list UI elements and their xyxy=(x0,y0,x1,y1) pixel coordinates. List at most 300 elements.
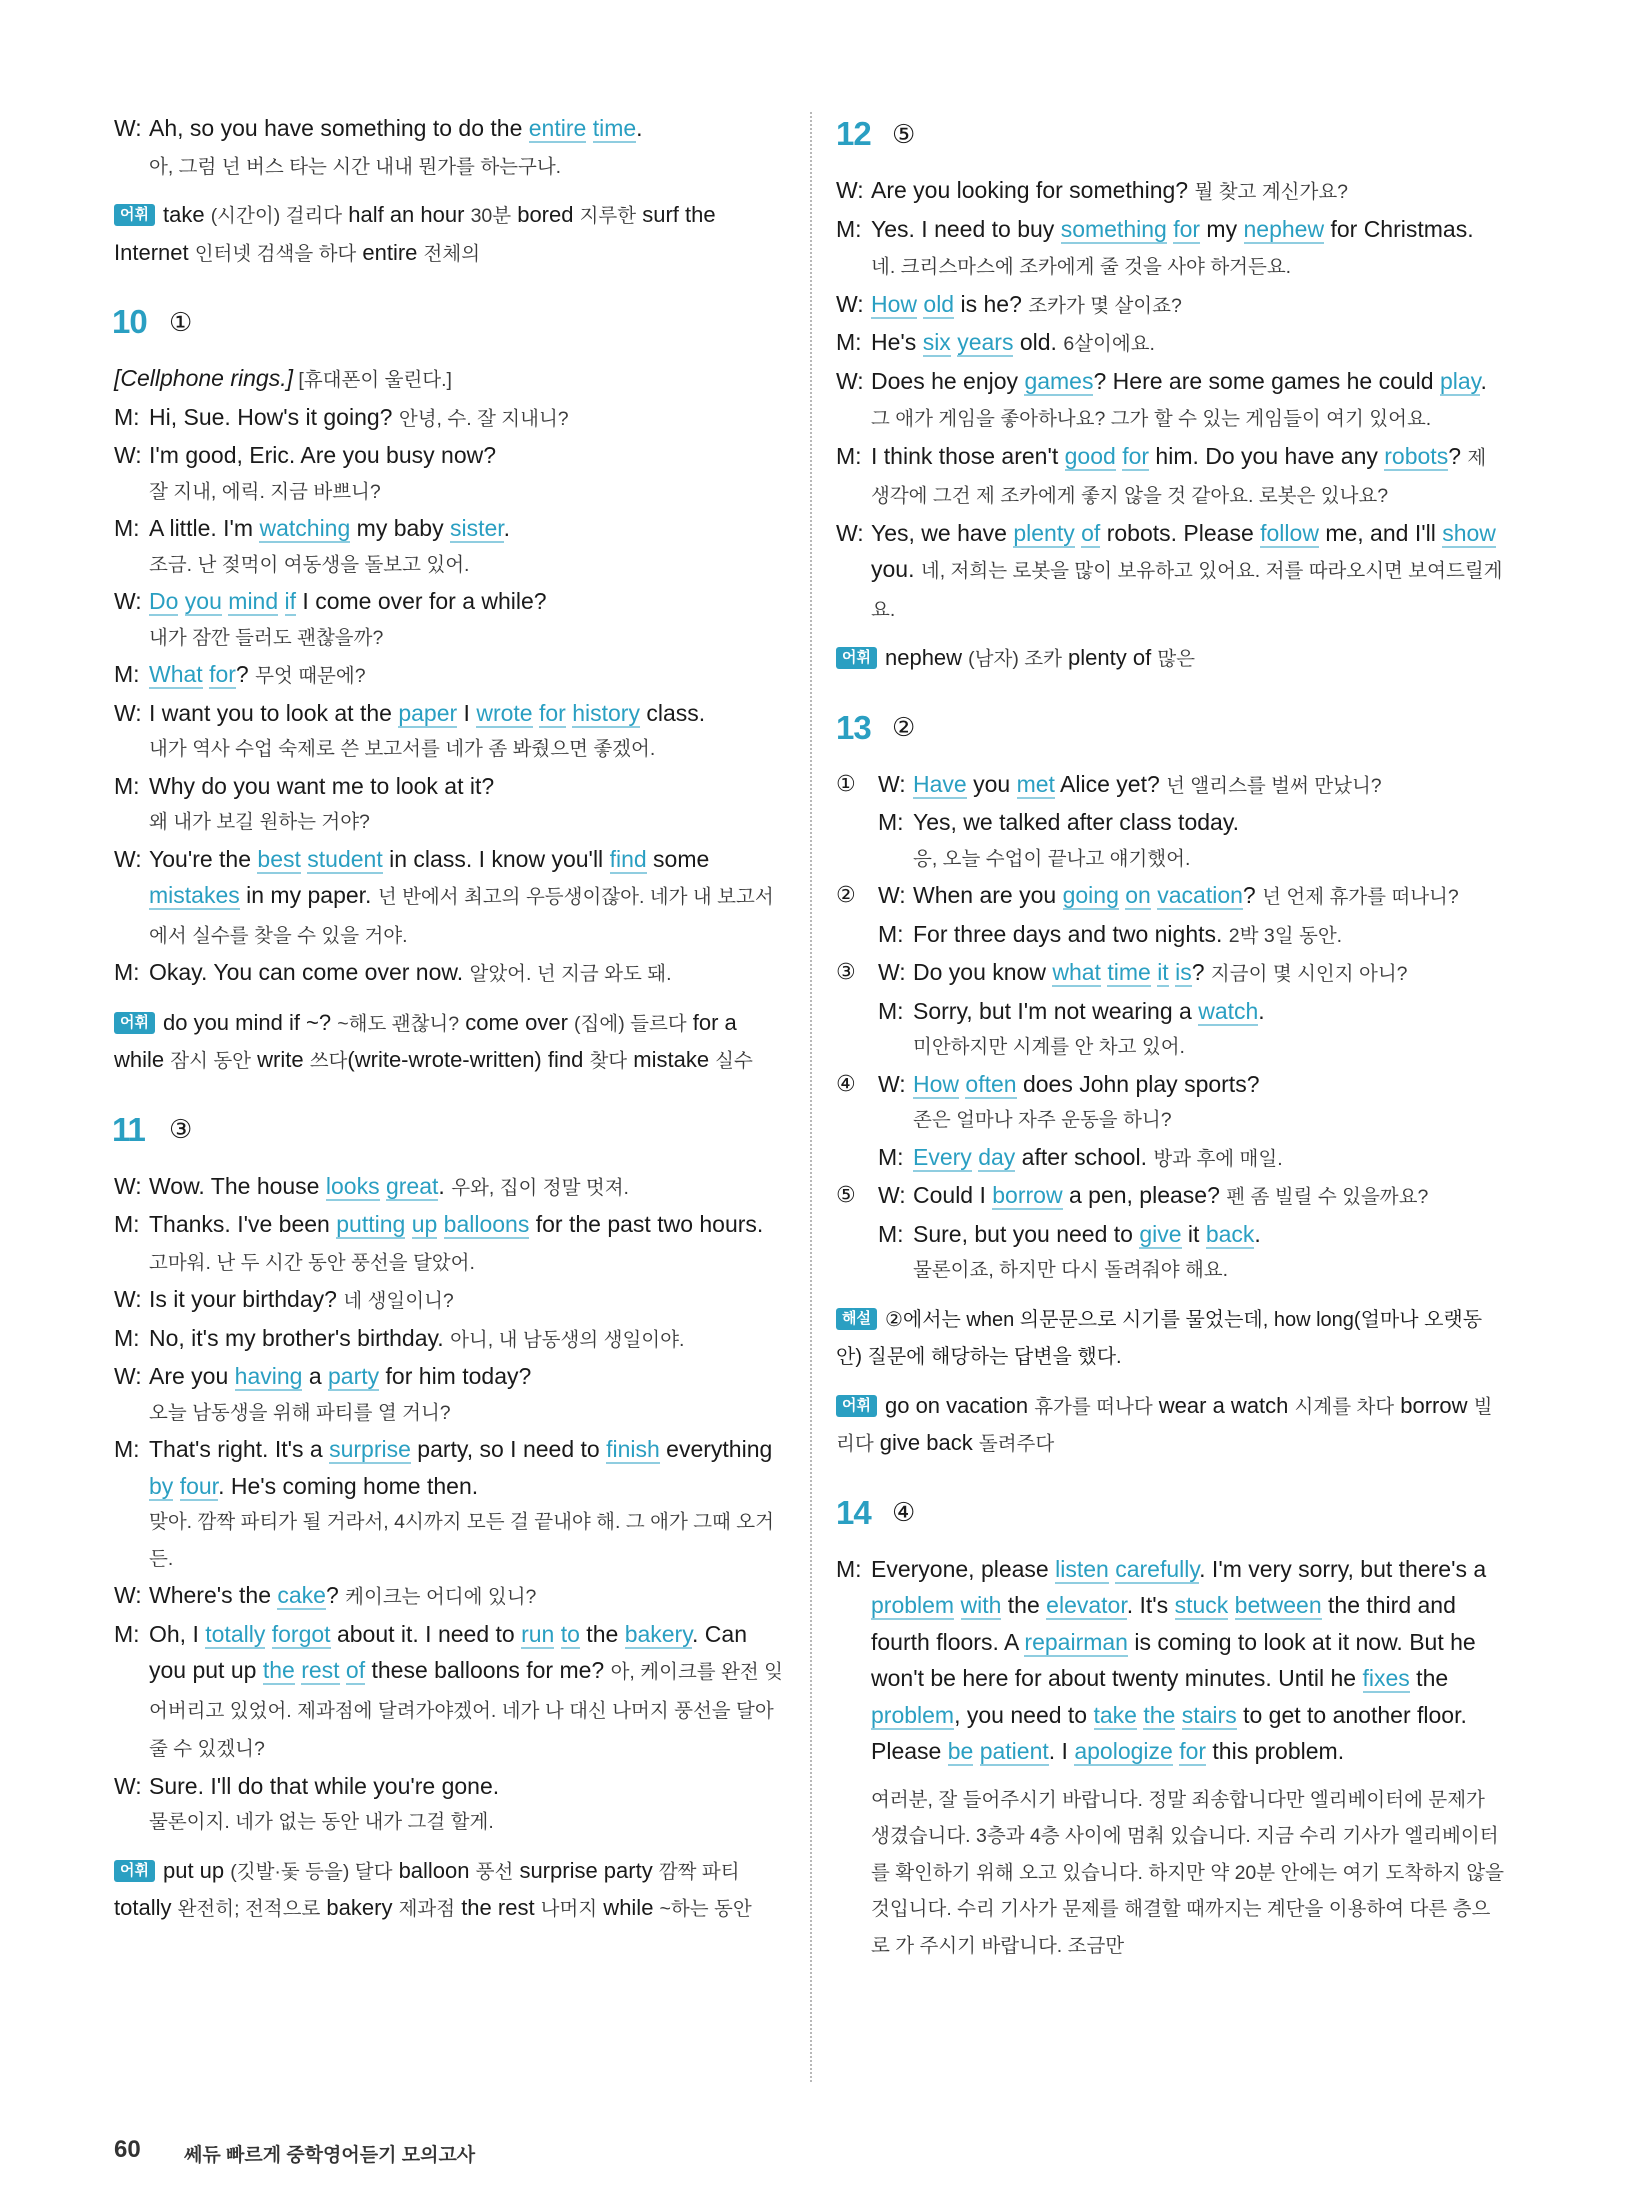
korean-translation: 그 애가 게임을 좋아하나요? 그가 할 수 있는 게임들이 여기 있어요. xyxy=(871,408,1432,430)
blank-answer: something xyxy=(1060,215,1167,242)
vocabulary-note xyxy=(114,1853,786,1928)
speaker-label: M: xyxy=(114,661,140,687)
line-text xyxy=(913,1066,1504,1139)
section xyxy=(836,110,1504,678)
text-run: go on vacation xyxy=(884,1392,1035,1418)
blank-answer: nephew xyxy=(1243,215,1325,242)
text-run: bakery xyxy=(320,1895,399,1920)
line-text xyxy=(871,1551,1504,1770)
speaker-label: M: xyxy=(114,1324,140,1351)
korean-translation: 알았어. 넌 지금 와도 돼. xyxy=(469,963,672,985)
blank-answer: finish xyxy=(606,1436,660,1462)
text-run: class. xyxy=(639,699,706,726)
korean-translation: 무엇 때문에? xyxy=(255,665,366,687)
text-run: (write-wrote-written) find xyxy=(347,1047,590,1072)
text-run: 전체의 xyxy=(423,242,481,265)
line-text xyxy=(149,583,786,656)
speaker-label: W: xyxy=(114,1286,142,1312)
dialogue-line xyxy=(836,1066,1504,1139)
blank-answer: stuck xyxy=(1174,1592,1229,1618)
option-marker xyxy=(836,1216,878,1289)
section-header xyxy=(836,1489,1504,1537)
korean-translation: 조금. 난 젖먹이 여동생을 돌보고 있어. xyxy=(149,553,470,576)
text-run: the xyxy=(1001,1592,1047,1618)
text-run: Thanks. I've been xyxy=(149,1211,337,1237)
left-column xyxy=(114,110,786,1954)
text-run: the third and fourth floors. A xyxy=(871,1592,1456,1655)
line-text xyxy=(149,510,786,583)
dialogue-line xyxy=(114,510,786,583)
speaker-label: M: xyxy=(878,920,904,947)
text-run: borrow xyxy=(1394,1392,1474,1418)
text-run: ? xyxy=(1191,959,1211,985)
speaker-label: M: xyxy=(114,1211,140,1237)
question-number: 11 xyxy=(112,1110,145,1148)
text-run: (남자) 조카 xyxy=(968,648,1062,670)
text-run: bored xyxy=(511,202,580,227)
text-run: . xyxy=(1480,367,1487,394)
text-run: do you mind if ~? xyxy=(162,1009,338,1035)
blank-answer: games xyxy=(1024,367,1094,394)
text-run: ? Here are some games he could xyxy=(1093,367,1440,394)
line-text xyxy=(913,916,1504,955)
korean-translation: 물론이지. 네가 없는 동안 내가 그걸 할게. xyxy=(149,1811,494,1833)
speaker-label: M: xyxy=(114,1436,140,1462)
text-run: When are you xyxy=(913,882,1063,908)
korean-translation: 방과 후에 매일. xyxy=(1153,1147,1283,1170)
text-run: is coming to look at it now. But he won't be here for about twenty minutes. Until he xyxy=(871,1628,1476,1691)
text-run: ? xyxy=(1448,442,1468,469)
blank-answer: vacation xyxy=(1157,882,1243,908)
korean-translation: 지금이 몇 시인지 아니? xyxy=(1210,963,1408,985)
text-run: old. xyxy=(1013,329,1064,355)
section xyxy=(114,110,786,272)
speaker-label: W: xyxy=(114,1172,142,1199)
speaker-label: W: xyxy=(836,177,864,203)
korean-translation: 잘 지내, 에릭. 지금 바쁘니? xyxy=(149,480,381,503)
blank-answer: of xyxy=(345,1657,366,1683)
text-run: the xyxy=(579,1620,625,1647)
blank-answer: rest xyxy=(301,1657,340,1683)
blank-answer: play xyxy=(1439,367,1481,394)
answer-choice: ② xyxy=(892,712,916,742)
text-run: Do you know xyxy=(913,959,1053,985)
option-marker: ⑤ xyxy=(836,1182,856,1207)
korean-translation: 넌 반에서 최고의 우등생이잖아. 네가 내 보고서에서 실수를 찾을 수 있을 거야. xyxy=(149,886,774,947)
option-marker xyxy=(836,1139,878,1178)
blank-answer: Have xyxy=(913,770,967,797)
blank-answer: stairs xyxy=(1181,1701,1237,1728)
korean-translation: 6살이에요. xyxy=(1063,333,1155,355)
text-run xyxy=(178,588,184,614)
dialogue-line xyxy=(836,324,1504,363)
speaker-label: W: xyxy=(114,588,142,614)
vocabulary-note xyxy=(114,1005,786,1080)
text-run xyxy=(586,115,592,141)
page-number: 60 xyxy=(114,2136,141,2163)
text-run: Does he enjoy xyxy=(871,367,1025,394)
text-run: 찾다 xyxy=(589,1050,628,1072)
line-text xyxy=(149,437,786,510)
text-run: Alice yet? xyxy=(1054,770,1167,797)
speaker-label: M: xyxy=(836,329,862,355)
section-header xyxy=(113,1106,786,1154)
text-run: ②에서는 when 의문문으로 시기를 물었는데, how long(얼마나 오랫동안) 질문에 해당하는 답변을 했다. xyxy=(836,1308,1483,1368)
text-run xyxy=(340,1657,346,1683)
blank-answer: How xyxy=(871,290,918,317)
korean-translation: 아니, 내 남동생의 생일이야. xyxy=(450,1328,685,1351)
dialogue-line xyxy=(836,172,1504,211)
korean-translation: 2박 3일 동안. xyxy=(1228,924,1343,947)
text-run: Wow. The house xyxy=(149,1172,326,1199)
text-run: That's right. It's a xyxy=(149,1436,330,1462)
dialogue-line xyxy=(114,656,786,695)
speaker-label: W: xyxy=(114,1772,142,1799)
speaker-label: M: xyxy=(114,772,140,799)
blank-answer: mistakes xyxy=(149,882,240,908)
text-run: 잠시 동안 xyxy=(170,1050,252,1072)
blank-answer: up xyxy=(411,1211,438,1237)
speaker-label: W: xyxy=(114,699,142,726)
blank-answer: you xyxy=(184,588,222,614)
speaker-label: M: xyxy=(114,959,140,985)
blank-answer: years xyxy=(957,329,1014,355)
answer-choice: ③ xyxy=(169,1114,193,1144)
text-run: Yes. I need to buy xyxy=(871,215,1061,242)
text-run: totally xyxy=(114,1895,178,1920)
text-run: Is it your birthday? xyxy=(149,1286,344,1312)
vocabulary-note xyxy=(836,1388,1504,1463)
dialogue-line xyxy=(836,804,1504,877)
text-run: Sure. I'll do that while you're gone. xyxy=(149,1772,500,1799)
korean-translation: [휴대폰이 울린다.] xyxy=(293,369,452,391)
speaker-label: W: xyxy=(878,1070,906,1097)
dialogue-line xyxy=(836,916,1504,955)
dialogue-line xyxy=(836,286,1504,325)
blank-answer: student xyxy=(307,845,383,872)
text-run: take xyxy=(162,202,211,227)
text-run: 실수 xyxy=(715,1050,753,1072)
text-run: it xyxy=(1181,1220,1206,1247)
korean-translation: 존은 얼마나 자주 운동을 하니? xyxy=(913,1109,1172,1131)
blank-answer: take xyxy=(1093,1701,1137,1728)
dialogue-line xyxy=(114,841,786,955)
korean-translation: 제 생각에 그건 제 조카에게 좋지 않을 것 같아요. 로봇은 있나요? xyxy=(871,446,1487,507)
blank-answer: six xyxy=(922,329,951,355)
blank-answer: looks xyxy=(325,1172,380,1199)
text-run: does John play sports? xyxy=(1016,1070,1260,1097)
text-run: . He's coming home then. xyxy=(218,1472,479,1499)
text-run: surprise party xyxy=(513,1857,659,1883)
blank-answer: show xyxy=(1442,519,1496,546)
blank-answer: history xyxy=(572,699,640,726)
question-number: 13 xyxy=(836,708,871,746)
line-text xyxy=(149,1320,786,1359)
text-run: You're the xyxy=(149,845,258,872)
speaker-label: M: xyxy=(836,215,862,242)
text-run: 완전히; 전적으로 xyxy=(177,1898,321,1920)
korean-translation: 아, 케이크를 완전 잊어버리고 있었어. 제과점에 달려가야겠어. 네가 나 대신 나머지 풍선을 달아줄 수 있겠니? xyxy=(149,1661,783,1760)
option-marker: ① xyxy=(836,770,856,796)
dialogue-line xyxy=(114,1281,786,1320)
korean-translation: 내가 역사 수업 숙제로 쓴 보고서를 네가 좀 봐줬으면 좋겠어. xyxy=(149,738,656,760)
blank-answer: good xyxy=(1064,442,1116,469)
explanation-note xyxy=(836,1301,1504,1376)
blank-answer: patient xyxy=(979,1738,1049,1764)
blank-answer: back xyxy=(1205,1220,1255,1247)
text-run xyxy=(554,1621,560,1647)
text-run: to get to another floor. Please xyxy=(871,1701,1467,1764)
korean-translation: 고마워. 난 두 시간 동안 풍선을 달았어. xyxy=(149,1251,475,1274)
line-text xyxy=(871,286,1504,325)
dialogue-line xyxy=(114,1320,786,1359)
blank-answer: cake xyxy=(277,1582,326,1608)
blank-answer: it xyxy=(1157,959,1169,985)
column-divider xyxy=(810,112,812,2082)
text-run: wear a watch xyxy=(1152,1392,1295,1418)
korean-translation: 넌 앨리스를 벌써 만났니? xyxy=(1166,774,1382,797)
blank-answer: Do xyxy=(149,588,179,614)
blank-answer: forgot xyxy=(271,1620,331,1647)
dialogue-line xyxy=(114,695,786,768)
line-text xyxy=(149,1358,786,1431)
speaker-label: W: xyxy=(836,290,864,317)
text-run: half an hour xyxy=(342,202,471,227)
text-run: entire xyxy=(356,239,424,265)
option-marker xyxy=(836,916,878,955)
speaker-label: M: xyxy=(114,403,140,430)
dialogue-line xyxy=(114,1206,786,1281)
text-run xyxy=(973,1738,979,1764)
korean-translation-block: 여러분, 잘 들어주시기 바랍니다. 정말 죄송합니다만 엘리베이터에 문제가 생겼습니다. 3층과 4층 사이에 멈춰 있습니다. 지금 수리 기사가 엘리베이터를 확인하기 위해 오고 있습니다. 하지만 약 20분 안에는 여기 도착하지 않을 것입니다. 수리 기사가 문제를 해결할 때까지는 계단을 이용하여 다른 층으로 가 주시기 바랍니다. 조금만 xyxy=(871,1788,1504,1957)
question-number: 14 xyxy=(836,1493,871,1531)
text-run: 인터넷 검색을 하다 xyxy=(194,242,357,265)
dialogue-line xyxy=(836,993,1504,1066)
speaker-label: M: xyxy=(878,1143,904,1170)
line-text xyxy=(871,324,1504,363)
text-run: 시계를 차다 xyxy=(1294,1395,1395,1418)
dialogue-line xyxy=(836,1177,1504,1216)
korean-translation: 네, 저희는 로봇을 많이 보유하고 있어요. 저를 따라오시면 보여드릴게요. xyxy=(871,560,1503,621)
text-run: . xyxy=(636,115,643,141)
text-run: surf the Internet xyxy=(114,202,716,265)
vocabulary-note-tag: 어휘 xyxy=(114,204,155,226)
blank-answer: be xyxy=(947,1738,974,1764)
speaker-label: M: xyxy=(114,515,140,541)
dialogue-line xyxy=(114,1358,786,1431)
blank-answer: entire xyxy=(528,115,587,141)
section xyxy=(836,704,1504,1463)
text-run: (깃발·돛 등을) 달다 xyxy=(230,1860,393,1883)
blank-answer: for xyxy=(1179,1738,1207,1764)
speaker-label: W: xyxy=(878,1182,906,1208)
text-run: . xyxy=(503,515,511,541)
speaker-label: W: xyxy=(114,115,142,141)
text-run: a pen, please? xyxy=(1062,1182,1227,1208)
vocabulary-note-tag: 어휘 xyxy=(114,1860,155,1882)
text-run: you. xyxy=(871,556,921,582)
korean-translation: 미안하지만 시계를 안 차고 있어. xyxy=(913,1036,1185,1058)
speaker-label: W: xyxy=(878,882,906,908)
blank-answer: How xyxy=(913,1070,960,1097)
text-run: plenty of xyxy=(1061,645,1158,670)
speaker-label: M: xyxy=(836,1555,862,1582)
text-run: the xyxy=(1409,1665,1449,1691)
answer-choice: ① xyxy=(169,306,193,337)
text-run: 많은 xyxy=(1157,648,1196,670)
line-text xyxy=(913,954,1504,993)
line-text xyxy=(913,993,1504,1066)
text-run: 제과점 xyxy=(398,1898,456,1920)
blank-answer: paper xyxy=(398,699,458,726)
blank-answer: totally xyxy=(205,1620,266,1647)
dialogue-line xyxy=(836,766,1504,805)
line-text xyxy=(149,1431,786,1577)
korean-translation: 네 생일이니? xyxy=(343,1290,454,1312)
text-run: put up xyxy=(162,1857,231,1883)
question-number: 10 xyxy=(112,303,147,340)
blank-answer: between xyxy=(1234,1592,1322,1618)
text-run xyxy=(265,1621,271,1647)
blank-answer: day xyxy=(978,1143,1016,1170)
blank-answer: surprise xyxy=(329,1436,411,1462)
text-run: I want you to look at the xyxy=(149,699,399,726)
vocabulary-note-tag: 어휘 xyxy=(836,647,877,669)
dialogue-line xyxy=(836,211,1504,286)
text-run: 30분 xyxy=(470,205,512,227)
text-run: . xyxy=(1254,1220,1261,1247)
korean-translation: 내가 잠깐 들러도 괜찮을까? xyxy=(149,626,384,649)
text-run: For three days and two nights. xyxy=(913,920,1229,947)
text-run: I'm good, Eric. Are you busy now? xyxy=(149,442,497,468)
blank-answer: sister xyxy=(449,515,504,541)
text-run: ~하는 동안 xyxy=(659,1898,752,1920)
text-run: 풍선 xyxy=(475,1860,514,1883)
korean-translation: 우와, 집이 정말 멋져. xyxy=(451,1176,629,1199)
text-run xyxy=(405,1211,411,1237)
text-run: . xyxy=(1258,997,1265,1024)
section-header xyxy=(113,298,786,346)
option-marker: ③ xyxy=(836,959,856,984)
line-text xyxy=(913,1216,1504,1289)
line-text xyxy=(149,110,786,147)
line-text xyxy=(913,804,1504,877)
text-run: (시간이) 걸리다 xyxy=(210,205,343,227)
line-text xyxy=(913,1139,1504,1178)
text-run: some xyxy=(646,845,710,872)
text-run xyxy=(173,1473,179,1499)
vocabulary-note-tag: 어휘 xyxy=(114,1012,155,1034)
blank-answer: time xyxy=(592,115,637,141)
text-run: Are you xyxy=(149,1363,235,1389)
blank-answer: apologize xyxy=(1074,1738,1173,1764)
line-text xyxy=(871,438,1504,515)
text-run: Ah, so you have something to do the xyxy=(149,115,529,141)
right-column xyxy=(836,110,1504,1990)
blank-answer: great xyxy=(385,1172,439,1199)
speaker-label: W: xyxy=(836,519,864,546)
blank-answer: for xyxy=(538,699,566,726)
text-run: Yes, we talked after class today. xyxy=(913,809,1240,835)
dialogue-line xyxy=(836,1216,1504,1289)
korean-translation: 넌 언제 휴가를 떠나니? xyxy=(1262,886,1459,908)
blank-answer: old xyxy=(923,290,955,317)
text-run: my xyxy=(1200,215,1244,242)
text-run xyxy=(1175,1702,1181,1728)
dialogue-line xyxy=(114,1168,786,1207)
option-marker: ④ xyxy=(836,1070,856,1096)
blank-answer: plenty xyxy=(1013,519,1075,546)
blank-answer: What xyxy=(149,661,203,687)
text-run: me, and I'll xyxy=(1318,519,1443,546)
text-run: I xyxy=(457,699,477,726)
blank-answer: for xyxy=(1173,215,1201,242)
text-run: He's xyxy=(871,329,923,355)
line-text xyxy=(149,1168,786,1207)
text-run: for the past two hours. xyxy=(529,1211,764,1237)
line-text xyxy=(871,172,1504,211)
text-run: for him today? xyxy=(379,1363,532,1389)
text-run: come over xyxy=(459,1009,575,1035)
text-run: ? xyxy=(1242,882,1263,908)
text-run: this problem. xyxy=(1206,1738,1345,1764)
text-run: balloon xyxy=(392,1857,476,1883)
dialogue-line xyxy=(836,877,1504,916)
blank-answer: fixes xyxy=(1362,1665,1410,1691)
text-run: 깜짝 파티 xyxy=(658,1860,740,1883)
blank-answer: is xyxy=(1175,959,1192,985)
blank-answer: time xyxy=(1107,959,1151,985)
option-marker: ② xyxy=(836,882,856,907)
speaker-label: M: xyxy=(114,1620,140,1647)
text-run: about it. I need to xyxy=(330,1620,522,1647)
text-run: in class. I know you'll xyxy=(382,845,610,872)
line-text xyxy=(149,1281,786,1320)
blank-answer: elevator xyxy=(1046,1592,1127,1618)
text-run: . Can you put up xyxy=(149,1620,747,1683)
text-run: . It's xyxy=(1126,1592,1175,1618)
text-run xyxy=(954,1592,960,1618)
line-text xyxy=(913,877,1504,916)
line-text xyxy=(149,841,786,955)
blank-answer: often xyxy=(965,1070,1017,1097)
text-run: in my paper. xyxy=(239,882,378,908)
blank-answer: listen xyxy=(1055,1555,1109,1582)
line-text xyxy=(913,766,1504,805)
text-run: for a while xyxy=(114,1009,737,1072)
korean-translation: 케이크는 어디에 있니? xyxy=(345,1586,537,1608)
blank-answer: if xyxy=(284,588,297,614)
blank-answer: going xyxy=(1062,882,1119,908)
line-text xyxy=(114,147,786,186)
blank-answer: repairman xyxy=(1024,1628,1128,1655)
text-run xyxy=(437,1211,443,1237)
blank-answer: run xyxy=(521,1620,555,1647)
dialogue-line xyxy=(836,438,1504,515)
speaker-label: W: xyxy=(114,442,142,468)
text-run: these balloons for me? xyxy=(365,1657,611,1683)
speaker-label: W: xyxy=(114,845,142,872)
text-run xyxy=(278,588,284,614)
text-run: Sorry, but I'm not wearing a xyxy=(913,997,1199,1024)
dialogue-line xyxy=(836,515,1504,629)
dialogue-line xyxy=(114,437,786,510)
text-run: 빌리다 xyxy=(836,1395,1493,1455)
text-run: Sure, but you need to xyxy=(913,1220,1140,1247)
answer-choice: ④ xyxy=(892,1497,916,1527)
line-text xyxy=(149,1206,786,1281)
blank-answer: on xyxy=(1125,882,1151,908)
